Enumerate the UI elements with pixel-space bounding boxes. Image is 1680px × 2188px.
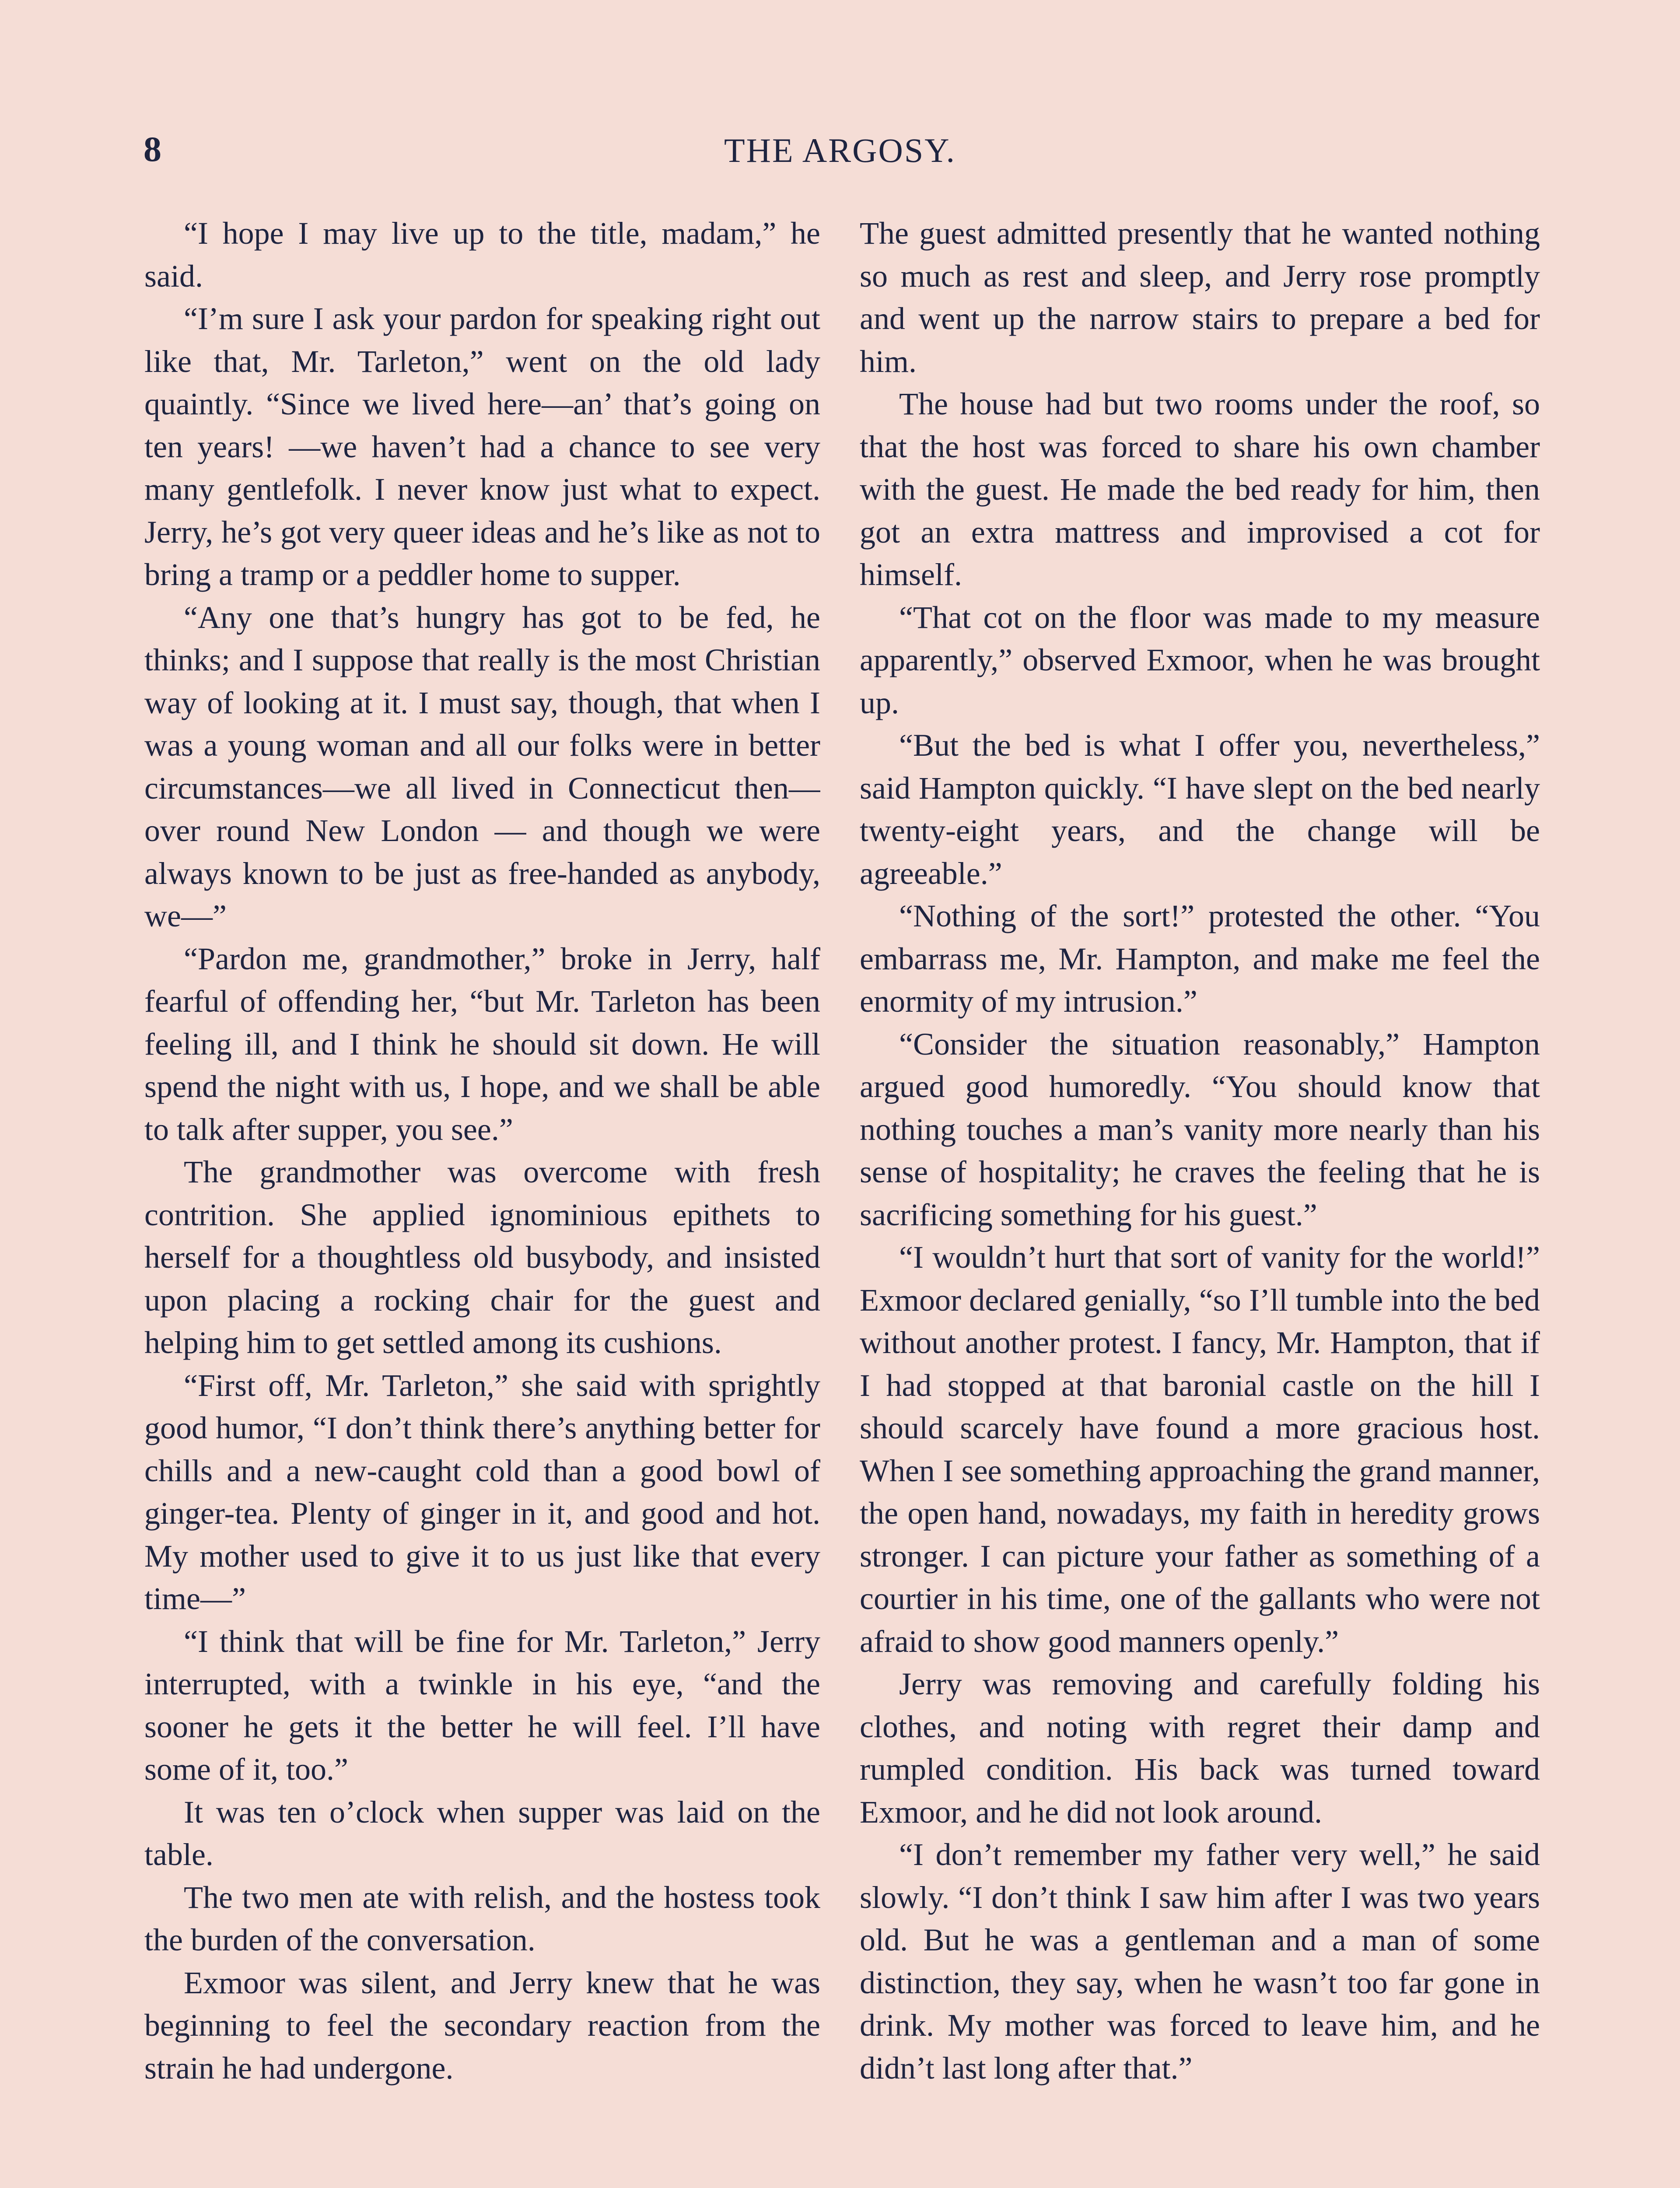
paragraph: “I hope I may live up to the title, madam,” he said. xyxy=(144,216,820,294)
paragraph: “Nothing of the sort!” protested the other. “You embarrass me, Mr. Hampton, and make me feel the enormity of my intrusion.” xyxy=(860,898,1540,1019)
paragraph: Jerry was removing and carefully folding his clothes, and noting with regret their damp and rumpled condition. His back was turned toward Exmoor, and he did not look around. xyxy=(860,1666,1540,1830)
paragraph: “That cot on the floor was made to my measure apparently,” observed Exmoor, when he was brought up. xyxy=(860,600,1540,720)
paragraph: “I’m sure I ask your pardon for speaking right out like that, Mr. Tarleton,” went on the old lady quaintly. “Since we lived here—an’ that’s going on ten years! —we haven’t had a chance to see very many gentlefolk. I never know just what to expect. Jerry, he’s got very queer ideas and he’s like as not to bring a tramp or a peddler home to supper. xyxy=(144,301,820,592)
paragraph: “I think that will be fine for Mr. Tarleton,” Jerry interrupted, with a twinkle in his eye, “and the sooner he gets it the better he will feel. I’ll have some of it, too.” xyxy=(144,1623,820,1787)
paragraph: It was ten o’clock when supper was laid on the table. xyxy=(144,1794,820,1872)
paragraph: “Any one that’s hungry has got to be fed, he thinks; and I suppose that really is the most Christian way of looking at it. I must say, though, that when I was a young woman and all our folks were in better circumstances—we all lived in Connecticut then—over round New London — and though we were always known to be just as free-handed as anybody, we—” xyxy=(144,600,820,933)
right-column xyxy=(860,212,1540,2188)
paragraph: “First off, Mr. Tarleton,” she said with sprightly good humor, “I don’t think there’s anything better for chills and a new-caught cold than a good bowl of ginger-tea. Plenty of ginger in it, and good and hot. My mother used to give it to us just like that every time—” xyxy=(144,1368,820,1616)
paragraph: The two men ate with relish, and the hostess took the burden of the conversation. xyxy=(144,1879,820,1957)
paragraph: Exmoor was silent, and Jerry knew that he was beginning to feel the secondary reaction from the strain he had undergone. xyxy=(144,1965,820,2086)
paragraph: The grandmother was overcome with fresh contrition. She applied ignominious epithets to herself for a thoughtless old busybody, and insisted upon placing a rocking chair for the guest and helping him to get settled among its cushions. xyxy=(144,1154,820,1360)
paragraph: “Pardon me, grandmother,” broke in Jerry, half fearful of offending her, “but Mr. Tarleton has been feeling ill, and I think he should sit down. He will spend the night with us, I hope, and we shall be able to talk after supper, you see.” xyxy=(144,941,820,1147)
paragraph: “But the bed is what I offer you, nevertheless,” said Hampton quickly. “I have slept on the bed nearly twenty-eight years, and the change will be agreeable.” xyxy=(860,728,1540,891)
paragraph: “I wouldn’t hurt that sort of vanity for the world!” Exmoor declared genially, “so I’ll tumble into the bed without another protest. I fancy, Mr. Hampton, that if I had stopped at that baronial castle on the hill I should scarcely have found a more gracious host. When I see something approaching the grand manner, the open hand, nowadays, my faith in heredity grows stronger. I can picture your father as something of a courtier in his time, one of the gallants who were not afraid to show good manners openly.” xyxy=(860,1240,1540,1659)
left-column xyxy=(144,212,820,2188)
page-number: 8 xyxy=(144,129,161,169)
paragraph: The house had but two rooms under the roof, so that the host was forced to share his own chamber with the guest. He made the bed ready for him, then got an extra mattress and improvised a cot for himself. xyxy=(860,386,1540,592)
paragraph: “I don’t remember my father very well,” he said slowly. “I don’t think I saw him after I was two years old. But he was a gentleman and a man of some distinction, they say, when he wasn’t too far gone in drink. My mother was forced to leave him, and he didn’t last long after that.” xyxy=(860,1837,1540,2086)
paragraph-continued: The guest admitted presently that he wanted nothing so much as rest and sleep, and Jerry rose promptly and went up the narrow stairs to prepare a bed for him. xyxy=(860,216,1540,379)
paragraph: “Consider the situation reasonably,” Hampton argued good humoredly. “You should know that nothing touches a man’s vanity more nearly than his sense of hospitality; he craves the feeling that he is sacrificing something for his guest.” xyxy=(860,1026,1540,1232)
running-head: THE ARGOSY. xyxy=(724,131,956,169)
